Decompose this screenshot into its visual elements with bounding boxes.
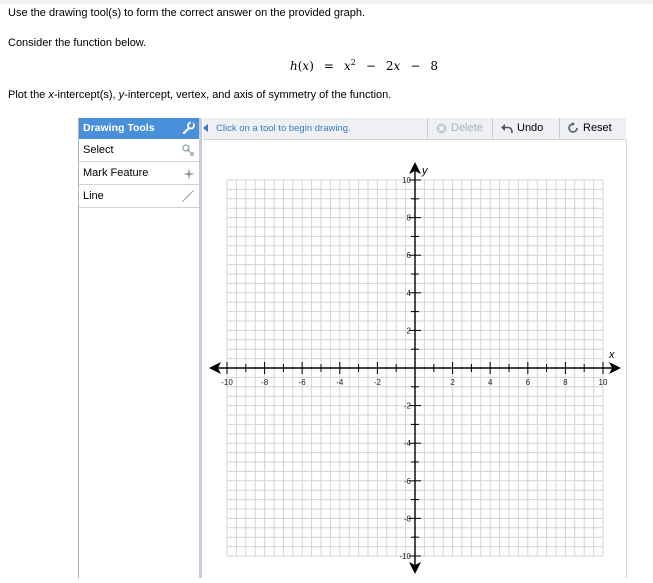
y-axis-label: y xyxy=(422,165,428,177)
x-tick-label: 10 xyxy=(598,378,608,387)
tool-select-label: Select xyxy=(83,144,114,156)
undo-button[interactable] xyxy=(492,118,563,139)
x-axis-label: x xyxy=(609,349,615,361)
y-tick-label: 6 xyxy=(406,251,411,261)
y-tick-label: 10 xyxy=(402,176,411,185)
function-formula: $h(x) = x^2 - 2x - 8$ xyxy=(290,58,439,73)
reset-label: Reset xyxy=(583,122,612,134)
y-tick-label: 8 xyxy=(406,213,411,223)
drawing-tools-title: Drawing Tools xyxy=(83,122,155,134)
reset-button[interactable] xyxy=(559,118,633,139)
x-tick-label: -2 xyxy=(373,378,381,387)
collapse-arrow-icon[interactable] xyxy=(203,124,208,132)
drawing-tools-panel xyxy=(78,118,201,578)
x-tick-label: 6 xyxy=(525,378,531,387)
y-tick-label: -10 xyxy=(399,552,411,561)
y-tick-label: -6 xyxy=(403,476,411,486)
y-tick-label: 2 xyxy=(406,326,411,336)
x-tick-label: -10 xyxy=(221,378,233,387)
x-tick-label: 4 xyxy=(487,378,493,387)
y-tick-label: -2 xyxy=(403,401,411,411)
toolbar-hint-text: Click on a tool to begin drawing. xyxy=(216,123,351,134)
y-tick-label: -4 xyxy=(403,439,411,449)
drawing-tools-header xyxy=(79,118,200,139)
coordinate-plane[interactable] xyxy=(203,140,626,578)
y-tick-label: -8 xyxy=(403,514,411,524)
delete-label: Delete xyxy=(451,122,483,134)
graph-area[interactable] xyxy=(203,140,627,578)
reset-icon xyxy=(567,122,583,134)
undo-label: Undo xyxy=(517,122,544,134)
tool-line[interactable] xyxy=(79,185,200,208)
delete-icon xyxy=(436,122,451,134)
x-tick-label: -4 xyxy=(336,378,344,387)
y-tick-label: 4 xyxy=(406,288,411,298)
tool-line-label: Line xyxy=(83,190,104,202)
x-tick-label: -6 xyxy=(298,378,306,387)
panel-splitter[interactable] xyxy=(199,118,202,578)
tool-select[interactable] xyxy=(79,139,200,162)
x-tick-label: -8 xyxy=(261,378,269,387)
toolbar-hint xyxy=(203,118,351,139)
undo-icon xyxy=(500,122,517,134)
line-icon xyxy=(181,189,195,211)
axes xyxy=(209,162,621,574)
tool-mark-feature[interactable] xyxy=(79,162,200,185)
graph-toolbar xyxy=(203,118,626,140)
top-strip xyxy=(0,0,653,4)
instruction-text: Use the drawing tool(s) to form the correct answer on the provided graph. xyxy=(8,7,366,19)
tool-mark-feature-label: Mark Feature xyxy=(83,167,149,179)
plot-instruction: Plot the x-intercept(s), y-intercept, vertex, and axis of symmetry of the function. xyxy=(8,89,392,101)
consider-text: Consider the function below. xyxy=(8,37,147,49)
x-tick-label: 8 xyxy=(563,378,568,387)
x-tick-label: 2 xyxy=(450,378,455,387)
delete-button[interactable] xyxy=(427,118,500,139)
